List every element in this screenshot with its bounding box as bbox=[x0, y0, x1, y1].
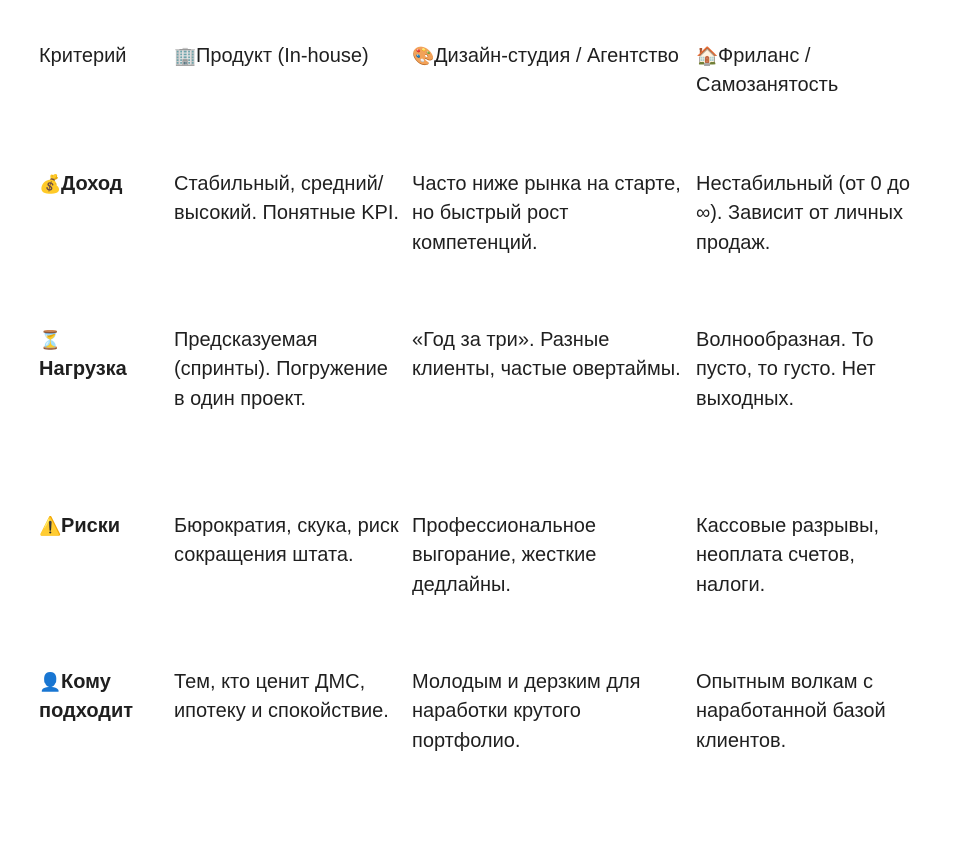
table-cell: Опытным волкам с наработанной базой клиентов. bbox=[696, 671, 886, 752]
table-cell: Предсказуемая (спринты). Погружение в один проект. bbox=[174, 329, 388, 410]
person-icon: 👤 bbox=[39, 672, 62, 692]
house-icon: 🏠 bbox=[696, 46, 719, 66]
header-criterion: Критерий bbox=[39, 45, 127, 67]
money-bag-icon: 💰 bbox=[39, 174, 62, 194]
row-criterion-fit: 👤Кому подходит bbox=[39, 671, 134, 723]
table-cell: Часто ниже рынка на старте, но быстрый рост компетенций. bbox=[412, 173, 681, 254]
header-product: 🏢Продукт (In-house) bbox=[174, 45, 369, 67]
hourglass-icon: ⏳ bbox=[39, 330, 62, 350]
table-cell: Стабильный, средний/высокий. Понятные KPI. bbox=[174, 173, 399, 225]
table-cell: Бюрократия, скука, риск сокращения штата. bbox=[174, 515, 399, 567]
palette-icon: 🎨 bbox=[412, 46, 435, 66]
row-criterion-load: ⏳ Нагрузка bbox=[39, 330, 127, 381]
building-icon: 🏢 bbox=[174, 46, 197, 66]
row-criterion-risks: ⚠️Риски bbox=[39, 515, 121, 537]
table-cell: «Год за три». Разные клиенты, частые овертаймы. bbox=[412, 329, 681, 381]
table-cell: Тем, кто ценит ДМС, ипотеку и спокойствие. bbox=[174, 671, 389, 723]
table-cell: Нестабильный (от 0 до ∞). Зависит от личных продаж. bbox=[696, 173, 911, 254]
header-freelance: 🏠Фриланс / Самозанятость bbox=[696, 45, 839, 97]
table-cell: Молодым и дерзким для наработки крутого портфолио. bbox=[412, 671, 641, 752]
warning-icon: ⚠️ bbox=[39, 516, 62, 536]
header-agency: 🎨Дизайн-студия / Агентство bbox=[412, 45, 679, 67]
table-cell: Кассовые разрывы, неоплата счетов, налоги. bbox=[696, 515, 880, 596]
table-cell: Волнообразная. То пусто, то густо. Нет выходных. bbox=[696, 329, 876, 410]
table-cell: Профессиональное выгорание, жесткие дедлайны. bbox=[412, 515, 597, 596]
row-criterion-income: 💰Доход bbox=[39, 173, 123, 195]
